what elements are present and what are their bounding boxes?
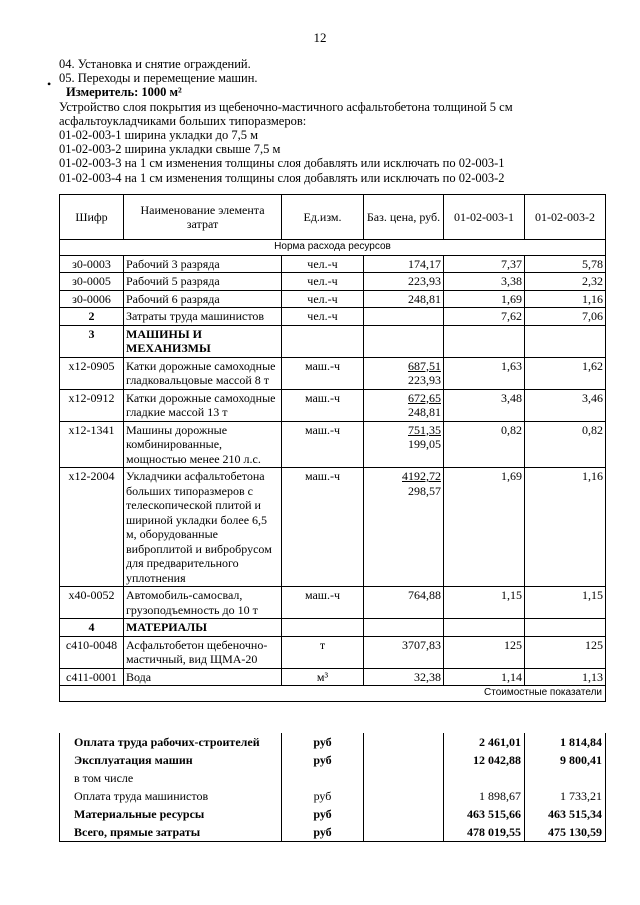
total-col1: 463 515,66 [444, 805, 525, 823]
totals-row [60, 751, 606, 769]
item-line: 01-02-003-3 на 1 см изменения толщины слоя добавлять или исключать по 02-003-1 [59, 156, 505, 171]
cell-unit: маш.-ч [282, 587, 364, 619]
total-unit: руб [282, 823, 364, 842]
cell-code: х12-0905 [60, 357, 124, 389]
cell-v2: 5,78 [525, 255, 606, 273]
table-row [60, 421, 606, 468]
description-line: Устройство слоя покрытия из щебеночно-мастичного асфальтобетона толщиной 5 см [59, 99, 513, 114]
machinist-price: 298,57 [408, 483, 441, 498]
norm-section-label: Норма расхода ресурсов [60, 240, 606, 256]
cell-unit: маш.-ч [282, 421, 364, 468]
cell-code: 3 [60, 325, 124, 357]
cell-code: х40-0052 [60, 587, 124, 619]
cell-v1: 1,69 [444, 290, 525, 308]
cell-v1: 7,62 [444, 308, 525, 326]
cell-v1: 0,82 [444, 421, 525, 468]
totals-row [60, 805, 606, 823]
intro-line: 04. Установка и снятие ограждений. [59, 57, 251, 71]
cell-v2: 7,06 [525, 308, 606, 326]
description-line: асфальтоукладчиками больших типоразмеров: [59, 113, 307, 128]
total-empty [364, 733, 444, 751]
cell-code: с411-0001 [60, 668, 124, 686]
totals-row [60, 787, 606, 805]
total-label: Оплата труда машинистов [60, 787, 282, 805]
total-unit [282, 769, 364, 787]
intro-block [59, 57, 619, 185]
cell-price [364, 308, 444, 326]
cell-unit: т [282, 636, 364, 668]
header-code: Шифр [60, 195, 124, 240]
cell-code: з0-0003 [60, 255, 124, 273]
machinist-price: 199,05 [408, 437, 441, 451]
cell-price [364, 325, 444, 357]
intro-line: 05. Переходы и перемещение машин. [59, 71, 258, 86]
totals-row [60, 823, 606, 842]
cell-price [364, 421, 444, 468]
cell-unit: м³ [282, 668, 364, 686]
table-row [60, 619, 606, 637]
item-line: 01-02-003-2 ширина укладки свыше 7,5 м [59, 142, 281, 157]
total-label: Всего, прямые затраты [60, 823, 282, 842]
base-price: 687,51 [408, 358, 441, 373]
total-empty [364, 751, 444, 769]
table-row [60, 587, 606, 619]
cell-unit: маш.-ч [282, 389, 364, 421]
cell-price [364, 619, 444, 637]
machinist-price: 223,93 [408, 373, 441, 387]
machinist-price: 248,81 [408, 405, 441, 419]
table-row [60, 273, 606, 291]
cell-name: Машины дорожные комбинированные, мощностью менее 210 л.с. [124, 421, 282, 468]
cell-name: МАШИНЫ И МЕХАНИЗМЫ [124, 325, 282, 357]
resource-table [59, 194, 606, 702]
cell-v2: 1,62 [525, 357, 606, 389]
cell-unit: чел.-ч [282, 273, 364, 291]
total-col2: 9 800,41 [525, 751, 606, 769]
measure-label: Измеритель: 1000 м² [66, 85, 182, 100]
cell-code: з0-0005 [60, 273, 124, 291]
cell-unit: маш.-ч [282, 468, 364, 587]
page-number: 12 [313, 30, 327, 45]
cell-price [364, 273, 444, 291]
cell-unit: чел.-ч [282, 290, 364, 308]
table-row [60, 668, 606, 686]
cost-section-label: Стоимостные показатели [60, 686, 606, 702]
header-col1: 01-02-003-1 [444, 195, 525, 240]
cell-price [364, 255, 444, 273]
cell-v2 [525, 325, 606, 357]
header-price: Баз. цена, руб. [364, 195, 444, 240]
cell-name: Автомобиль-самосвал, грузоподъемность до 10 т [124, 587, 282, 619]
table-row [60, 389, 606, 421]
cell-v1: 1,14 [444, 668, 525, 686]
base-price: 248,81 [408, 291, 441, 306]
table-row [60, 357, 606, 389]
total-col2: 1 733,21 [525, 787, 606, 805]
cell-name: Катки дорожные самоходные гладкие массой 13 т [124, 389, 282, 421]
table-row [60, 290, 606, 308]
total-col1: 478 019,55 [444, 823, 525, 842]
cell-v1 [444, 619, 525, 637]
cell-v2: 1,16 [525, 290, 606, 308]
cell-code: х12-0912 [60, 389, 124, 421]
cell-v1: 1,69 [444, 468, 525, 587]
totals-row [60, 769, 606, 787]
cell-v1 [444, 325, 525, 357]
table-row [60, 255, 606, 273]
item-line: 01-02-003-1 ширина укладки до 7,5 м [59, 128, 258, 143]
cell-unit: чел.-ч [282, 308, 364, 326]
base-price: 223,93 [408, 274, 441, 288]
header-col2: 01-02-003-2 [525, 195, 606, 240]
cell-code: х12-1341 [60, 421, 124, 468]
base-price: 3707,83 [402, 637, 441, 652]
cell-v2: 2,32 [525, 273, 606, 291]
cell-code: х12-2004 [60, 468, 124, 587]
cell-v2: 1,13 [525, 668, 606, 686]
total-col2: 1 814,84 [525, 733, 606, 751]
cell-unit: маш.-ч [282, 357, 364, 389]
total-unit: руб [282, 751, 364, 769]
table-row [60, 468, 606, 587]
cell-v2: 1,16 [525, 468, 606, 587]
totals-table [59, 733, 606, 842]
cell-name: Рабочий 5 разряда [124, 273, 282, 291]
cell-name: Рабочий 3 разряда [124, 255, 282, 273]
cell-name: Укладчики асфальтобетона больших типоразмеров с телескопической плитой и шириной укладки более 6,5 м, оборудованные виброплитой и вибробрусом для предварительного уплотнения [124, 468, 282, 587]
cell-v1: 1,15 [444, 587, 525, 619]
cell-v2: 125 [525, 636, 606, 668]
base-price: 751,35 [408, 422, 441, 437]
base-price: 764,88 [408, 588, 441, 602]
total-col2 [525, 769, 606, 787]
total-col2: 475 130,59 [525, 823, 606, 842]
cell-v2: 1,15 [525, 587, 606, 619]
cell-v1: 3,38 [444, 273, 525, 291]
cell-unit [282, 619, 364, 637]
total-unit: руб [282, 733, 364, 751]
total-label: Эксплуатация машин [60, 751, 282, 769]
total-label: Оплата труда рабочих-строителей [60, 733, 282, 751]
total-empty [364, 823, 444, 842]
cell-v2 [525, 619, 606, 637]
cell-name: Затраты труда машинистов [124, 308, 282, 326]
cell-v2: 0,82 [525, 421, 606, 468]
cell-v1: 1,63 [444, 357, 525, 389]
total-empty [364, 805, 444, 823]
bullet-mark: • [47, 77, 52, 91]
total-empty [364, 769, 444, 787]
cell-name: МАТЕРИАЛЫ [124, 619, 282, 637]
total-col1: 1 898,67 [444, 787, 525, 805]
total-col2: 463 515,34 [525, 805, 606, 823]
item-line: 01-02-003-4 на 1 см изменения толщины слоя добавлять или исключать по 02-003-2 [59, 170, 505, 185]
cell-v1: 125 [444, 636, 525, 668]
cell-name: Вода [124, 668, 282, 686]
cell-name: Асфальтобетон щебеночно-мастичный, вид ЩМА-20 [124, 636, 282, 668]
cell-price [364, 357, 444, 389]
cell-unit: чел.-ч [282, 255, 364, 273]
header-name: Наименование элемента затрат [124, 195, 282, 240]
total-unit: руб [282, 787, 364, 805]
cell-price [364, 290, 444, 308]
cell-price [364, 389, 444, 421]
cell-price [364, 636, 444, 668]
total-col1 [444, 769, 525, 787]
base-price: 32,38 [414, 669, 441, 684]
table-header-row [60, 195, 606, 240]
total-label: Материальные ресурсы [60, 805, 282, 823]
cell-v2: 3,46 [525, 389, 606, 421]
table-row [60, 636, 606, 668]
cell-v1: 7,37 [444, 255, 525, 273]
total-col1: 12 042,88 [444, 751, 525, 769]
cell-price [364, 587, 444, 619]
table-body [60, 255, 606, 686]
cell-code: з0-0006 [60, 290, 124, 308]
base-price: 174,17 [408, 256, 441, 271]
header-unit: Ед.изм. [282, 195, 364, 240]
total-empty [364, 787, 444, 805]
cell-code: с410-0048 [60, 636, 124, 668]
cell-code: 4 [60, 619, 124, 637]
table-row [60, 325, 606, 357]
cell-price [364, 668, 444, 686]
cell-name: Рабочий 6 разряда [124, 290, 282, 308]
cell-unit [282, 325, 364, 357]
base-price: 672,65 [408, 390, 441, 405]
totals-row [60, 733, 606, 751]
total-col1: 2 461,01 [444, 733, 525, 751]
total-label: в том числе [60, 769, 282, 787]
cell-name: Катки дорожные самоходные гладковальцовые массой 8 т [124, 357, 282, 389]
cell-code: 2 [60, 308, 124, 326]
total-unit: руб [282, 805, 364, 823]
cell-price [364, 468, 444, 587]
table-row [60, 308, 606, 326]
cell-v1: 3,48 [444, 389, 525, 421]
base-price: 4192,72 [402, 469, 441, 483]
